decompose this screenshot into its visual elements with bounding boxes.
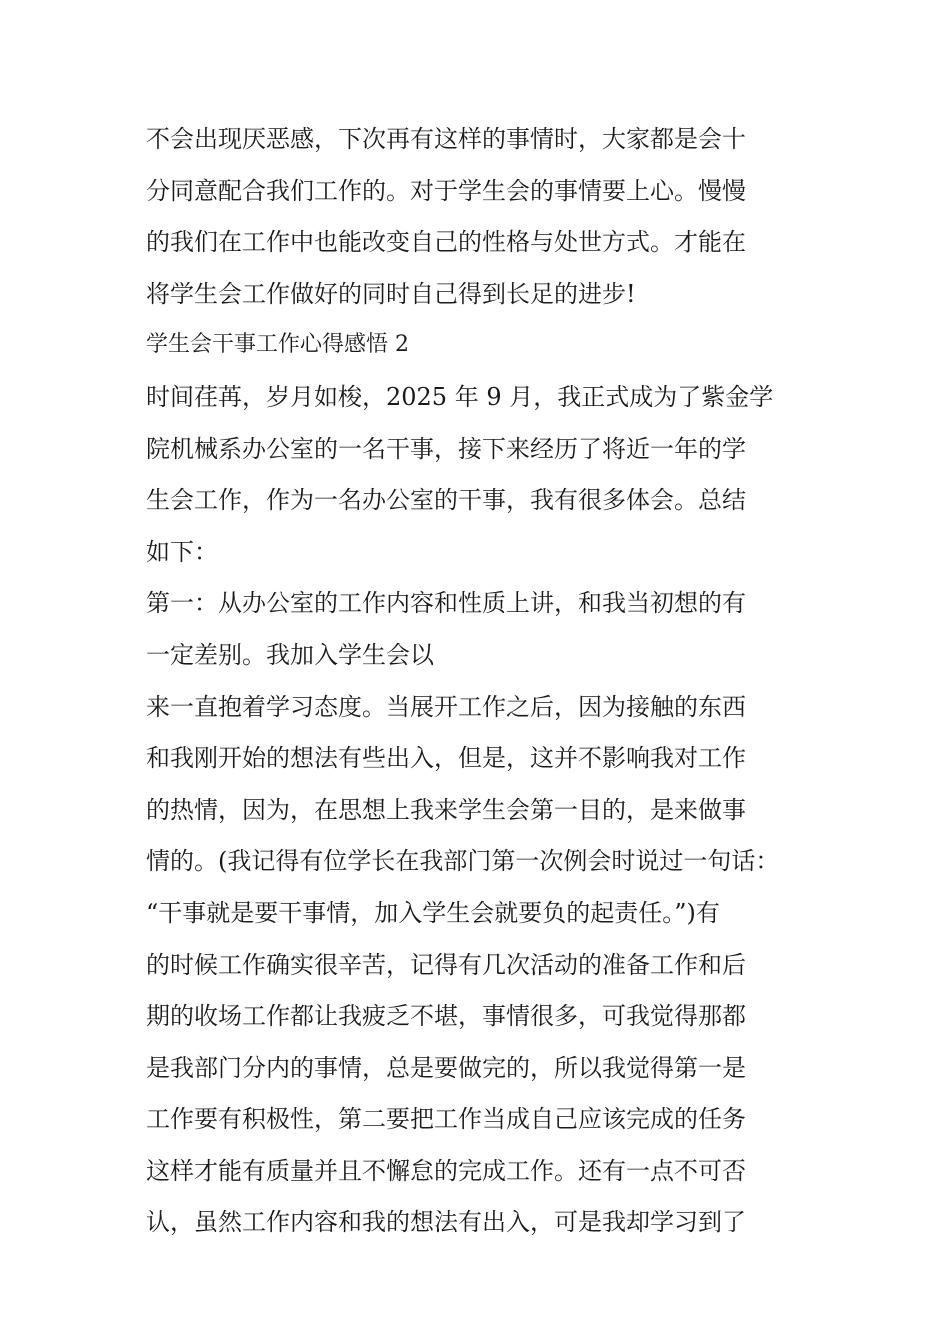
text-line: 第一：从办公室的工作内容和性质上讲，和我当初想的有 [146, 589, 746, 618]
text-line: 的时候工作确实很辛苦，记得有几次活动的准备工作和后 [146, 950, 746, 979]
text-line: 是我部门分内的事情，总是要做完的，所以我觉得第一是 [146, 1053, 746, 1082]
text-line: 来一直抱着学习态度。当展开工作之后，因为接触的东西 [146, 692, 746, 721]
text-line: 生会工作，作为一名办公室的干事，我有很多体会。总结 [146, 486, 746, 515]
text-line: 认，虽然工作内容和我的想法有出入，可是我却学习到了 [146, 1208, 746, 1237]
text-line: 分同意配合我们工作的。对于学生会的事情要上心。慢慢 [146, 176, 746, 205]
document-body [146, 124, 816, 1259]
text-line: 情的。(我记得有位学长在我部门第一次例会时说过一句话： [146, 847, 780, 876]
text-line: 将学生会工作做好的同时自己得到长足的进步! [146, 279, 636, 308]
text-line: 时间荏苒，岁月如梭，2025 年 9 月，我正式成为了紫金学 [146, 382, 774, 411]
text-line: 和我刚开始的想法有些出入，但是，这并不影响我对工作 [146, 744, 746, 773]
text-line: “干事就是要干事情，加入学生会就要负的起责任。”)有 [146, 898, 720, 927]
text-line: 的热情，因为，在思想上我来学生会第一目的，是来做事 [146, 795, 746, 824]
text-line: 一定差别。我加入学生会以 [146, 640, 434, 669]
text-line: 如下： [146, 537, 218, 566]
section-heading: 学生会干事工作心得感悟 2 [146, 332, 409, 358]
text-line: 这样才能有质量并且不懈怠的完成工作。还有一点不可否 [146, 1156, 746, 1185]
text-line: 不会出现厌恶感，下次再有这样的事情时，大家都是会十 [146, 125, 746, 153]
text-line: 工作要有积极性，第二要把工作当成自己应该完成的任务 [146, 1105, 746, 1134]
text-line: 期的收场工作都让我疲乏不堪，事情很多，可我觉得那都 [146, 1002, 746, 1031]
text-line: 院机械系办公室的一名干事，接下来经历了将近一年的学 [146, 434, 746, 463]
text-line: 的我们在工作中也能改变自己的性格与处世方式。才能在 [146, 228, 746, 257]
